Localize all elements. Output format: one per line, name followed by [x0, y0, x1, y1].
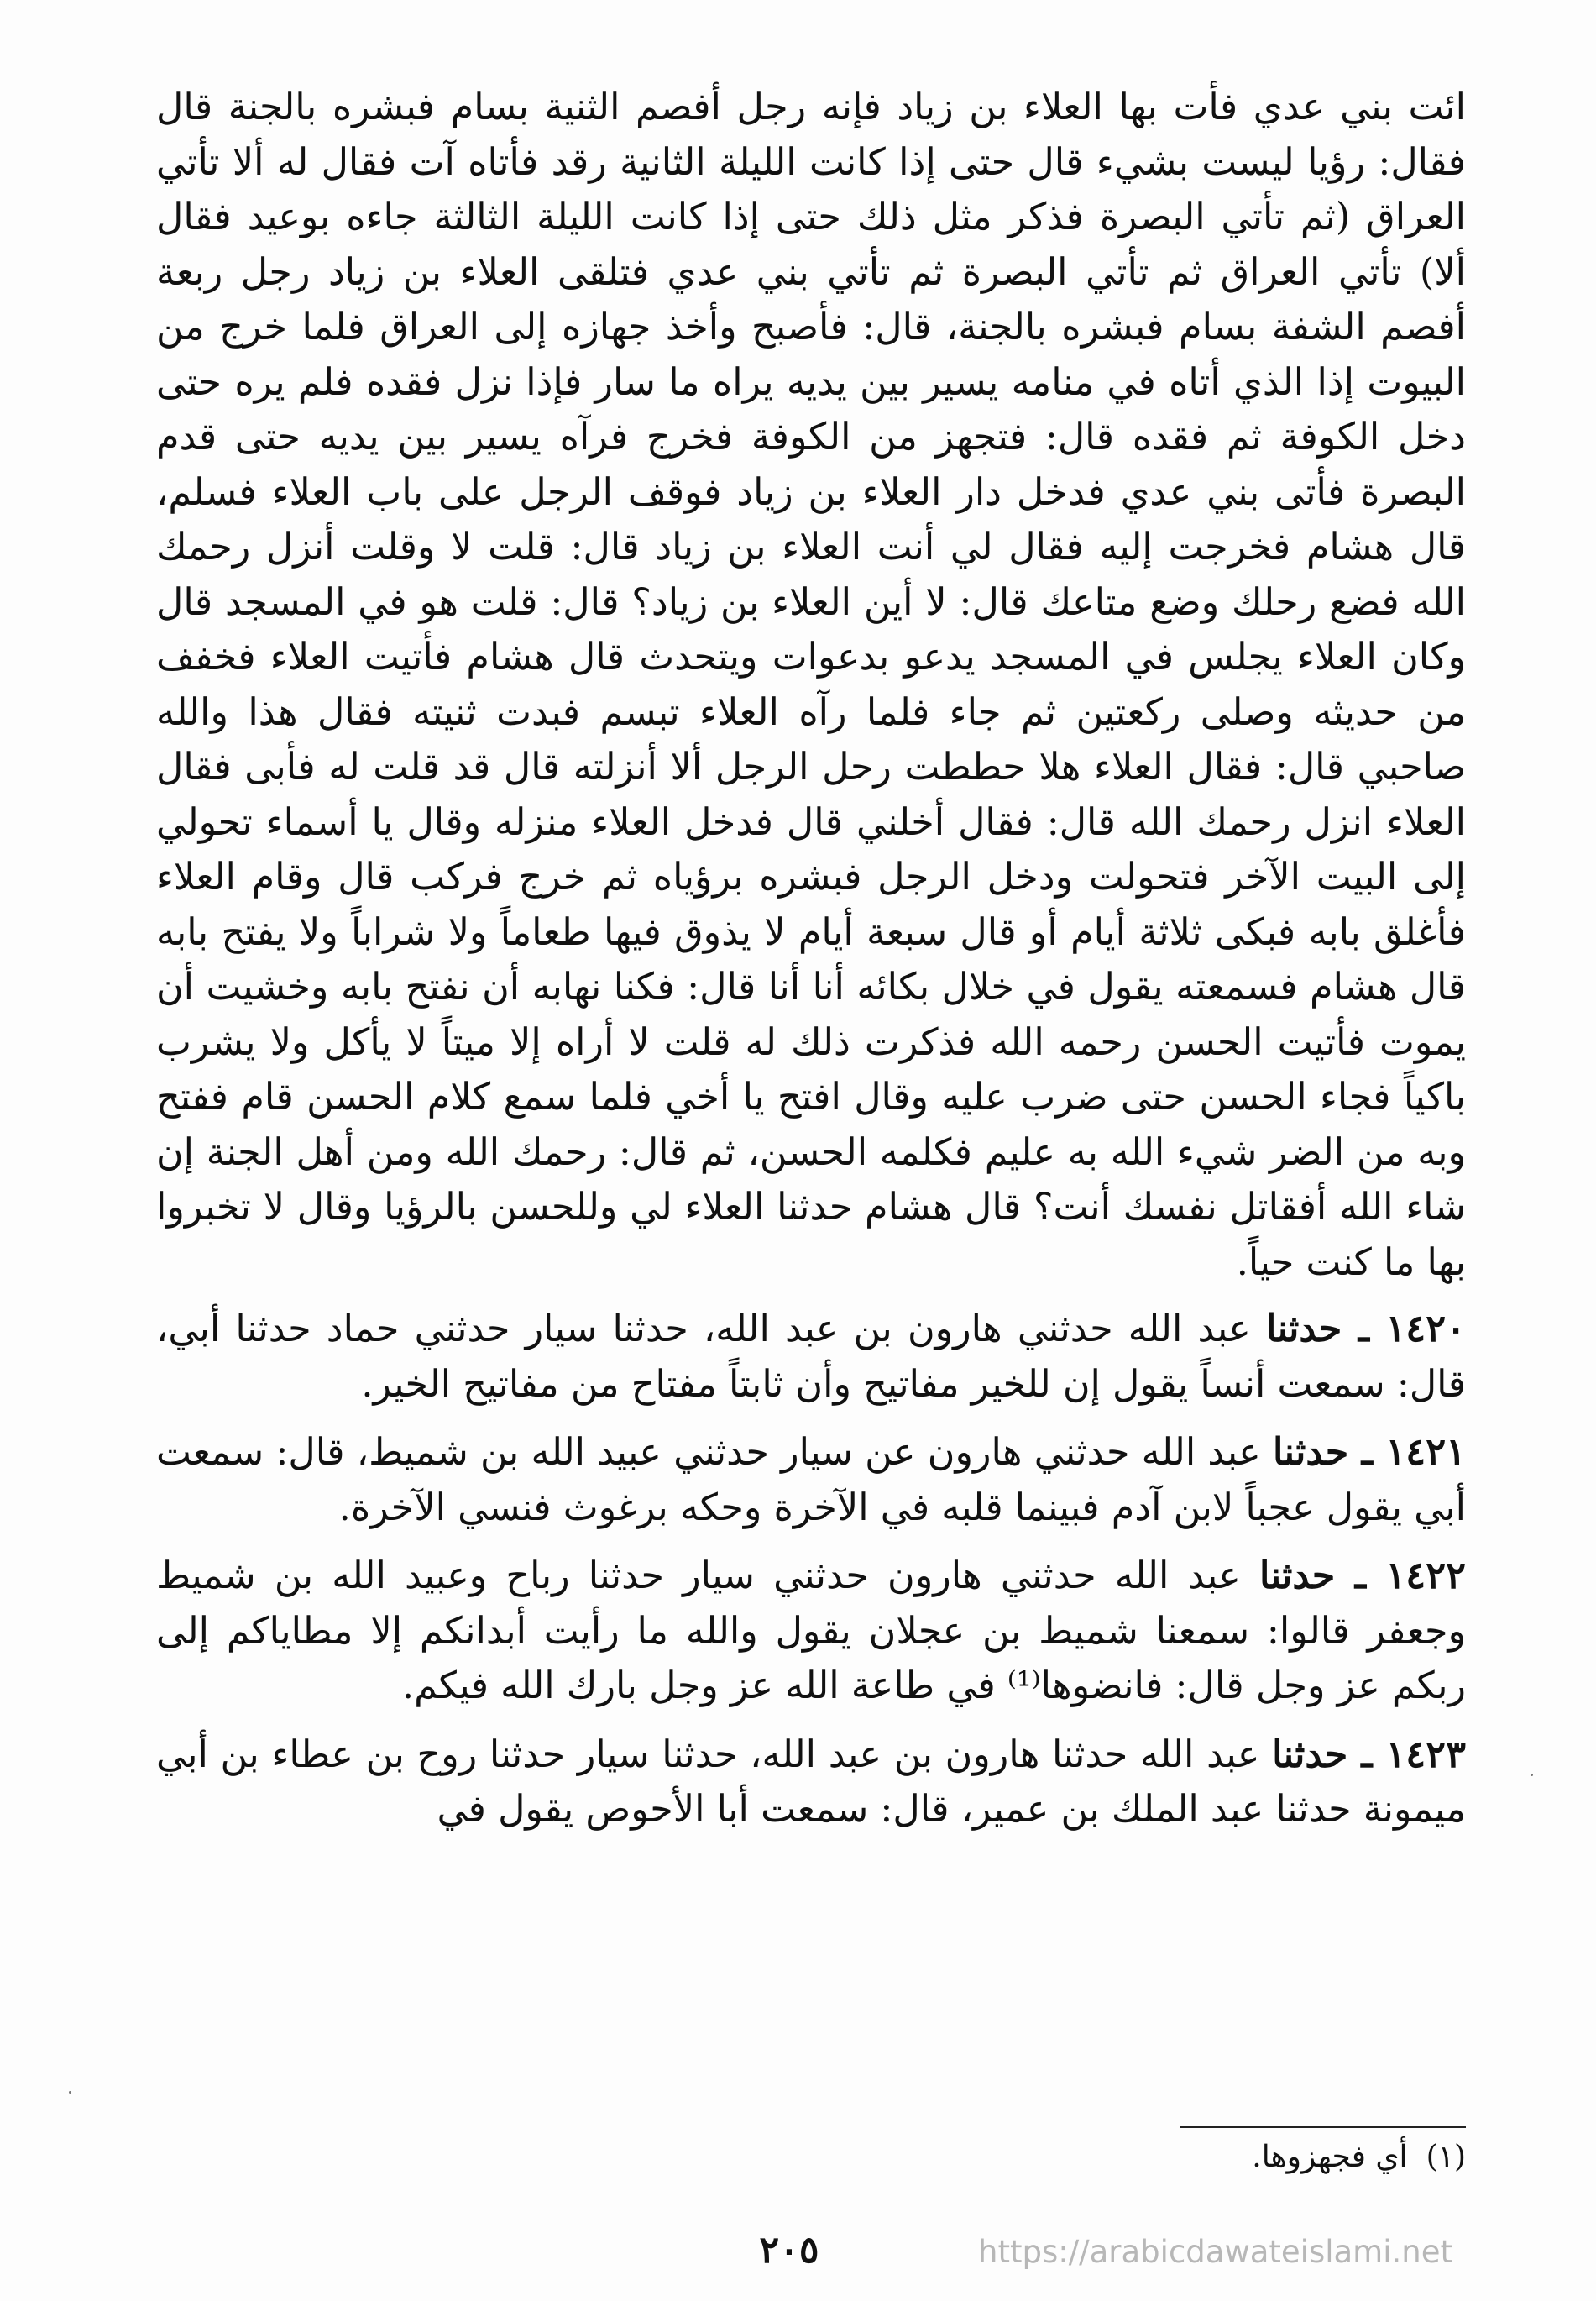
- footnote-divider: [1180, 2126, 1466, 2128]
- hadith-text: عبد الله حدثني هارون حدثني سيار حدثنا رباح وعبيد الله بن شميط وجعفر قالوا: سمعنا شميط بن عجلان يقول والله ما رأيت أبدانكم إلا مطاياكم إلى ربكم عز وجل قال: فانضوها⁽¹⁾ في طاعة الله عز وجل بارك الله فيكم.: [156, 1554, 1466, 1707]
- hadith-1421: [156, 1425, 1466, 1535]
- hadith-text: عبد الله حدثني هارون بن عبد الله، حدثنا سيار حدثني حماد حدثنا أبي، قال: سمعت أنساً يقول إن للخير مفاتيح وأن ثابتاً مفتاح من مفاتيح الخير.: [156, 1308, 1466, 1406]
- hadith-number: ١٤٢٢: [1385, 1554, 1466, 1597]
- hadith-1420: [156, 1302, 1466, 1412]
- hadith-1422: [156, 1549, 1466, 1714]
- footnote-text: أي فجهزوها.: [1252, 2140, 1408, 2174]
- hadith-heading: حدثنا: [1272, 1430, 1349, 1474]
- page-number: ٢٠٥: [759, 2229, 819, 2272]
- hadith-number: ١٤٢٣: [1385, 1732, 1466, 1776]
- scan-speck: [69, 2091, 71, 2094]
- hadith-text: عبد الله حدثنا هارون بن عبد الله، حدثنا سيار حدثنا روح بن عطاء بن أبي ميمونة حدثنا عبد الملك بن عمير، قال: سمعت أبا الأحوص يقول في: [156, 1732, 1466, 1831]
- hadith-1423: [156, 1727, 1466, 1837]
- hadith-separator: ـ: [1342, 1307, 1386, 1350]
- hadith-heading: حدثنا: [1266, 1307, 1342, 1350]
- hadith-heading: حدثنا: [1272, 1732, 1348, 1776]
- hadith-separator: ـ: [1348, 1430, 1386, 1474]
- main-text: [156, 80, 1466, 1851]
- hadith-separator: ـ: [1335, 1554, 1386, 1597]
- source-watermark: https://arabicdawateislami.net: [978, 2234, 1452, 2270]
- footnote-marker: (١): [1426, 2140, 1466, 2174]
- hadith-number: ١٤٢٠: [1385, 1307, 1466, 1350]
- hadith-number: ١٤٢١: [1385, 1430, 1466, 1474]
- footnote: [710, 2137, 1466, 2178]
- hadith-separator: ـ: [1347, 1732, 1386, 1776]
- hadith-heading: حدثنا: [1259, 1554, 1336, 1597]
- opening-paragraph: ائت بني عدي فأت بها العلاء بن زياد فإنه رجل أفصم الثنية بسام فبشره بالجنة قال فقال: رؤيا ليست بشيء قال حتى إذا كانت الليلة الثانية رقد فأتاه آت فقال له ألا تأتي العراق (ثم تأتي البصرة فذكر مثل ذلك حتى إذا كانت الليلة الثالثة جاءه بوعيد فقال ألا) تأتي العراق ثم تأتي البصرة ثم تأتي بني عدي فتلقى العلاء بن زياد رجل ربعة أفصم الشفة بسام فبشره بالجنة، قال: فأصبح وأخذ جهازه إلى العراق فلما خرج من البيوت إذا الذي أتاه في منامه يسير بين يديه يراه ما سار فإذا نزل فقده فلم يره حتى دخل الكوفة ثم فقده قال: فتجهز من الكوفة فخرج فرآه يسير بين يديه حتى قدم البصرة فأتى بني عدي فدخل دار العلاء بن زياد فوقف الرجل على باب العلاء فسلم، قال هشام فخرجت إليه فقال لي أنت العلاء بن زياد قال: قلت لا وقلت أنزل رحمك الله فضع رحلك وضع متاعك قال: لا أين العلاء بن زياد؟ قال: قلت هو في المسجد قال وكان العلاء يجلس في المسجد يدعو بدعوات ويتحدث قال هشام فأتيت العلاء فخفف من حديثه وصلى ركعتين ثم جاء فلما رآه العلاء تبسم فبدت ثنيته فقال هذا والله صاحبي قال: فقال العلاء هلا حططت رحل الرجل ألا أنزلته قال قد قلت له فأبى فقال العلاء انزل رحمك الله قال: فقال أخلني قال فدخل العلاء منزله وقال يا أسماء تحولي إلى البيت الآخر فتحولت ودخل الرجل فبشره برؤياه ثم خرج فركب قال وقام العلاء فأغلق بابه فبكى ثلاثة أيام أو قال سبعة أيام لا يذوق فيها طعاماً ولا شراباً ولا يفتح بابه قال هشام فسمعته يقول في خلال بكائه أنا أنا قال: فكنا نهابه أن نفتح بابه وخشيت أن يموت فأتيت الحسن رحمه الله فذكرت ذلك له قلت لا أراه إلا ميتاً لا يأكل ولا يشرب باكياً فجاء الحسن حتى ضرب عليه وقال افتح يا أخي فلما سمع كلام الحسن قام ففتح وبه من الضر شيء الله به عليم فكلمه الحسن، ثم قال: رحمك الله ومن أهل الجنة إن شاء الله أفقاتل نفسك أنت؟ قال هشام حدثنا العلاء لي وللحسن بالرؤيا وقال لا تخبروا بها ما كنت حياً.: [156, 86, 1466, 1284]
- scan-speck: [1531, 1774, 1533, 1776]
- hadith-text: عبد الله حدثني هارون عن سيار حدثني عبيد الله بن شميط، قال: سمعت أبي يقول عجباً لابن آدم فبينما قلبه في الآخرة وحكه برغوث فنسي الآخرة.: [156, 1431, 1466, 1529]
